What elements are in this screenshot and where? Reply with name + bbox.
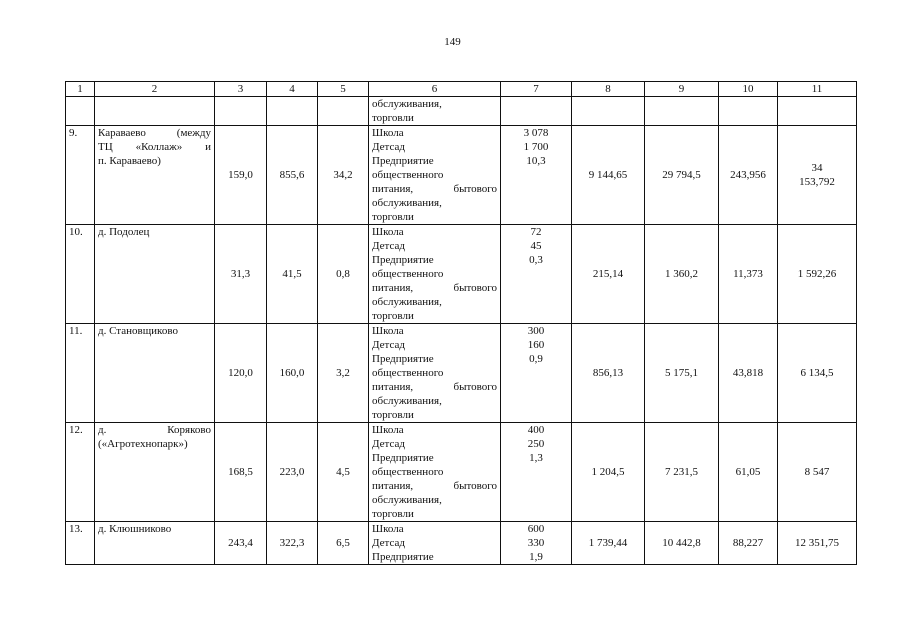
- cell-line: питания, бытового: [372, 381, 497, 393]
- cell-line: 6 134,5: [800, 367, 834, 379]
- value-c10: 61,05: [719, 423, 778, 522]
- column-header: 9: [645, 82, 719, 97]
- cell-line: 12 351,75: [795, 537, 839, 549]
- table-row: [66, 423, 857, 522]
- cell-line: д. Коряково: [98, 424, 211, 436]
- value-c8: 856,13: [572, 324, 645, 423]
- value-c9: 10 442,8: [645, 522, 719, 565]
- cell-line: Детсад: [372, 438, 405, 450]
- cell-line: торговли: [372, 508, 414, 520]
- cell-line: д. Подолец: [98, 226, 150, 238]
- value-c5: 0,8: [318, 225, 369, 324]
- value-c5: 6,5: [318, 522, 369, 565]
- table-cell: [66, 97, 95, 126]
- value-c4: 160,0: [267, 324, 318, 423]
- facility-capacity: [501, 324, 572, 423]
- value-c3: 120,0: [215, 324, 267, 423]
- value-c11: [778, 126, 857, 225]
- cell-line: 300: [527, 325, 545, 337]
- cell-line: 45: [530, 240, 542, 252]
- value-c10: 243,956: [719, 126, 778, 225]
- cell-line: 160: [527, 339, 545, 351]
- value-c4: 855,6: [267, 126, 318, 225]
- value-c4: 223,0: [267, 423, 318, 522]
- cell-line: Школа: [372, 325, 404, 337]
- value-c9: 1 360,2: [645, 225, 719, 324]
- value-c8: 9 144,65: [572, 126, 645, 225]
- settlement-name: [95, 423, 215, 522]
- column-header: 7: [501, 82, 572, 97]
- cell-line: п. Караваево): [98, 155, 161, 167]
- value-c9: 7 231,5: [645, 423, 719, 522]
- row-number: 12.: [66, 423, 95, 522]
- cell-line: д. Становщиково: [98, 325, 178, 337]
- cell-line: Предприятие: [372, 353, 434, 365]
- table-cell: [645, 97, 719, 126]
- value-c4: 41,5: [267, 225, 318, 324]
- column-header: 6: [369, 82, 501, 97]
- facility-list: [369, 522, 501, 565]
- header-row: [66, 82, 857, 97]
- cell-line: питания, бытового: [372, 480, 497, 492]
- value-c3: 168,5: [215, 423, 267, 522]
- cell-line: Предприятие: [372, 452, 434, 464]
- facility-list: [369, 324, 501, 423]
- settlement-name: [95, 225, 215, 324]
- row-number: 10.: [66, 225, 95, 324]
- table-row: [66, 522, 857, 565]
- cell-line: («Агротехнопарк»): [98, 438, 188, 450]
- cell-line: Школа: [372, 523, 404, 535]
- cell-line: питания, бытового: [372, 282, 497, 294]
- facility-capacity: [501, 522, 572, 565]
- table-row: [66, 225, 857, 324]
- cell-line: 250: [527, 438, 545, 450]
- facility-capacity: [501, 126, 572, 225]
- cell-line: 0,9: [529, 353, 543, 365]
- cell-line: обслуживания,: [372, 395, 442, 407]
- settlement-name: [95, 126, 215, 225]
- cell-line: Школа: [372, 127, 404, 139]
- facility-list: [369, 423, 501, 522]
- cell-line: общественного: [372, 169, 444, 181]
- cell-line: 330: [527, 537, 545, 549]
- settlement-name: [95, 324, 215, 423]
- cell-line: ТЦ «Коллаж» и: [98, 141, 211, 153]
- cell-line: торговли: [372, 112, 414, 124]
- cell-line: 1 700: [523, 141, 549, 153]
- cell-line: общественного: [372, 466, 444, 478]
- table-cell: [369, 97, 501, 126]
- value-c9: 29 794,5: [645, 126, 719, 225]
- value-c8: 1 204,5: [572, 423, 645, 522]
- cell-line: общественного: [372, 268, 444, 280]
- value-c10: 43,818: [719, 324, 778, 423]
- cell-line: Караваево (между: [98, 127, 211, 139]
- value-c3: 243,4: [215, 522, 267, 565]
- table-cell: [501, 97, 572, 126]
- cell-line: 0,3: [529, 254, 543, 266]
- cell-line: 1,9: [529, 551, 543, 563]
- value-c3: 31,3: [215, 225, 267, 324]
- table-body: [66, 82, 857, 565]
- column-header: 10: [719, 82, 778, 97]
- value-c4: 322,3: [267, 522, 318, 565]
- cell-line: общественного: [372, 367, 444, 379]
- cell-line: торговли: [372, 310, 414, 322]
- settlement-name: [95, 522, 215, 565]
- value-c5: 4,5: [318, 423, 369, 522]
- value-c10: 88,227: [719, 522, 778, 565]
- cell-line: 400: [527, 424, 545, 436]
- column-header: 2: [95, 82, 215, 97]
- cell-line: д. Клюшниково: [98, 523, 172, 535]
- value-c5: 34,2: [318, 126, 369, 225]
- row-number: 11.: [66, 324, 95, 423]
- value-c10: 11,373: [719, 225, 778, 324]
- facility-capacity: [501, 225, 572, 324]
- column-header: 8: [572, 82, 645, 97]
- cell-line: Детсад: [372, 240, 405, 252]
- column-header: 5: [318, 82, 369, 97]
- table-cell: [778, 97, 857, 126]
- facility-list: [369, 225, 501, 324]
- table-cell: [95, 97, 215, 126]
- cell-line: 72: [530, 226, 542, 238]
- cell-line: Школа: [372, 226, 404, 238]
- value-c9: 5 175,1: [645, 324, 719, 423]
- column-header: 4: [267, 82, 318, 97]
- cell-line: 34: [811, 162, 823, 174]
- data-table: [65, 81, 857, 565]
- cell-line: обслуживания,: [372, 197, 442, 209]
- table-cell: [719, 97, 778, 126]
- value-c3: 159,0: [215, 126, 267, 225]
- continuation-row: [66, 97, 857, 126]
- cell-line: 1,3: [529, 452, 543, 464]
- cell-line: 8 547: [804, 466, 830, 478]
- cell-line: Предприятие: [372, 254, 434, 266]
- cell-line: обслуживания,: [372, 494, 442, 506]
- table-cell: [318, 97, 369, 126]
- cell-line: 600: [527, 523, 545, 535]
- table-cell: [267, 97, 318, 126]
- cell-line: Детсад: [372, 141, 405, 153]
- cell-line: Детсад: [372, 537, 405, 549]
- cell-line: Предприятие: [372, 155, 434, 167]
- table-cell: [215, 97, 267, 126]
- row-number: 13.: [66, 522, 95, 565]
- column-header: 11: [778, 82, 857, 97]
- cell-line: 1 592,26: [797, 268, 837, 280]
- table-row: [66, 324, 857, 423]
- row-number: 9.: [66, 126, 95, 225]
- cell-line: обслуживания,: [372, 296, 442, 308]
- column-header: 1: [66, 82, 95, 97]
- cell-line: 3 078: [523, 127, 549, 139]
- value-c11: [778, 324, 857, 423]
- value-c11: [778, 225, 857, 324]
- cell-line: питания, бытового: [372, 183, 497, 195]
- cell-line: Предприятие: [372, 551, 434, 563]
- cell-line: торговли: [372, 211, 414, 223]
- page-number: 149: [444, 36, 461, 48]
- value-c8: 215,14: [572, 225, 645, 324]
- cell-line: Школа: [372, 424, 404, 436]
- value-c8: 1 739,44: [572, 522, 645, 565]
- cell-line: Детсад: [372, 339, 405, 351]
- value-c11: [778, 522, 857, 565]
- value-c11: [778, 423, 857, 522]
- column-header: 3: [215, 82, 267, 97]
- cell-line: 153,792: [799, 176, 835, 188]
- facility-capacity: [501, 423, 572, 522]
- table-cell: [572, 97, 645, 126]
- value-c5: 3,2: [318, 324, 369, 423]
- cell-line: 10,3: [526, 155, 546, 167]
- cell-line: обслуживания,: [372, 98, 442, 110]
- facility-list: [369, 126, 501, 225]
- cell-line: торговли: [372, 409, 414, 421]
- table-row: [66, 126, 857, 225]
